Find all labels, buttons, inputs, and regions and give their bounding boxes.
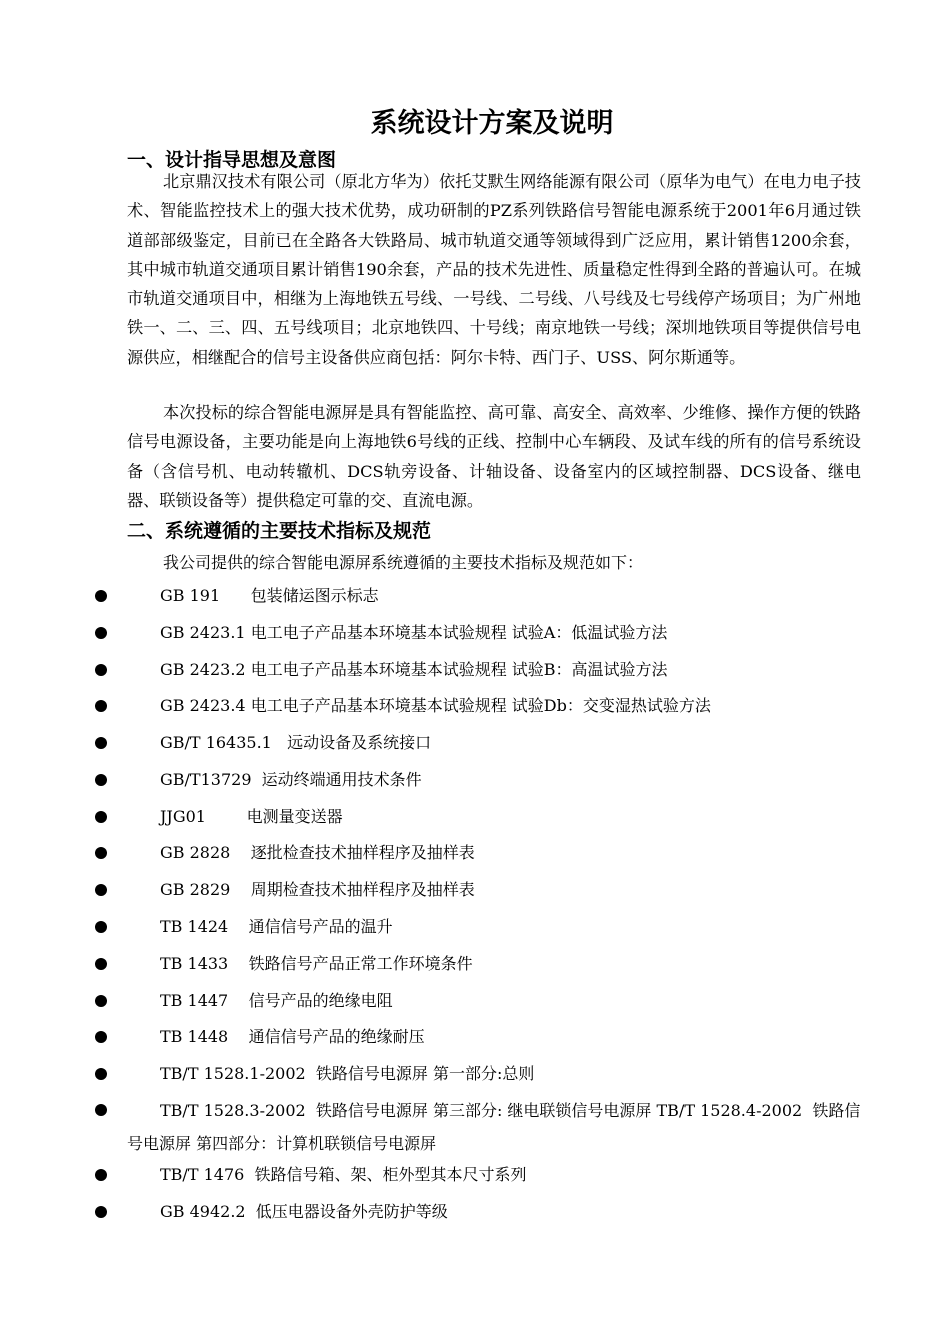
bullet-icon [95, 774, 107, 786]
bullet-icon [95, 627, 107, 639]
document-title: 系统设计方案及说明 [370, 108, 614, 139]
list-item: GB 2829 周期检查技术抽样程序及抽样表 [127, 874, 862, 906]
bullet-icon [95, 737, 107, 749]
list-item: TB/T 1476 铁路信号箱、架、柜外型其本尺寸系列 [127, 1159, 862, 1191]
list-item: TB/T 1528.1-2002 铁路信号电源屏 第一部分:总则 [127, 1058, 862, 1090]
list-item: GB 4942.2 低压电器设备外壳防护等级 [127, 1196, 862, 1228]
bullet-icon [95, 1031, 107, 1043]
list-item: JJG01 电测量变送器 [127, 801, 862, 833]
bullet-icon [95, 1169, 107, 1181]
standards-intro: 我公司提供的综合智能电源屏系统遵循的主要技术指标及规范如下： [163, 553, 644, 572]
bullet-icon [95, 1206, 107, 1218]
list-item: GB 191 包装储运图示标志 [127, 580, 862, 612]
bullet-icon [95, 921, 107, 933]
bullet-icon [95, 958, 107, 970]
list-item: GB/T 16435.1 远动设备及系统接口 [127, 727, 862, 759]
list-item: GB 2423.4 电工电子产品基本环境基本试验规程 试验Db：交变湿热试验方法 [127, 690, 862, 722]
bullet-icon [95, 700, 107, 712]
bullet-icon [95, 1104, 107, 1116]
section-1-paragraph: 北京鼎汉技术有限公司（原北方华为）依托艾默生网络能源有限公司（原华为电气）在电力电子技术、智能监控技术上的强大技术优势，成功研制的PZ系列铁路信号智能电源系统于2001年6月通过铁道部部级鉴定，目前已在全路各大铁路局、城市轨道交通等领域得到广泛应用，累计销售1200余套，其中城市轨道交通项目累计销售190余套，产品的技术先进性、质量稳定性得到全路的普遍认可。在城市轨道交通项目中，相继为上海地铁五号线、一号线、二号线、八号线及七号线停产场项目；为广州地铁一、二、三、四、五号线项目；北京地铁四、十号线；南京地铁一号线；深圳地铁项目等提供信号电源供应，相继配合的信号主设备供应商包括：阿尔卡特、西门子、USS、阿尔斯通等。 [127, 172, 861, 367]
list-item: GB 2828 逐批检查技术抽样程序及抽样表 [127, 837, 862, 869]
list-item: GB 2423.2 电工电子产品基本环境基本试验规程 试验B：高温试验方法 [127, 654, 862, 686]
section-1-paragraph: 本次投标的综合智能电源屏是具有智能监控、高可靠、高安全、高效率、少维修、操作方便的铁路信号电源设备，主要功能是向上海地铁6号线的正线、控制中心车辆段、及试车线的所有的信号系统设备（含信号机、电动转辙机、DCS轨旁设备、计轴设备、设备室内的区域控制器、DCS设备、继电器、联锁设备等）提供稳定可靠的交、直流电源。 [127, 403, 861, 510]
list-item: TB 1447 信号产品的绝缘电阻 [127, 985, 862, 1017]
list-item: GB 2423.1 电工电子产品基本环境基本试验规程 试验A：低温试验方法 [127, 617, 862, 649]
list-item: GB/T13729 运动终端通用技术条件 [127, 764, 862, 796]
bullet-icon [95, 664, 107, 676]
list-item: TB 1424 通信信号产品的温升 [127, 911, 862, 943]
bullet-icon [95, 995, 107, 1007]
bullet-icon [95, 884, 107, 896]
bullet-icon [95, 1068, 107, 1080]
section-heading-1: 一、设计指导思想及意图 [127, 149, 337, 171]
bullet-icon [95, 590, 107, 602]
section-heading-2: 二、系统遵循的主要技术指标及规范 [127, 520, 432, 542]
list-item: TB/T 1528.3-2002 铁路信号电源屏 第三部分: 继电联锁信号电源屏 TB/T 1528.4-2002 铁路信号电源屏 第四部分：计算机联锁信号电源屏 [127, 1094, 862, 1160]
bullet-icon [95, 847, 107, 859]
list-item: TB 1448 通信信号产品的绝缘耐压 [127, 1021, 862, 1053]
bullet-icon [95, 811, 107, 823]
list-item: TB 1433 铁路信号产品正常工作环境条件 [127, 948, 862, 980]
